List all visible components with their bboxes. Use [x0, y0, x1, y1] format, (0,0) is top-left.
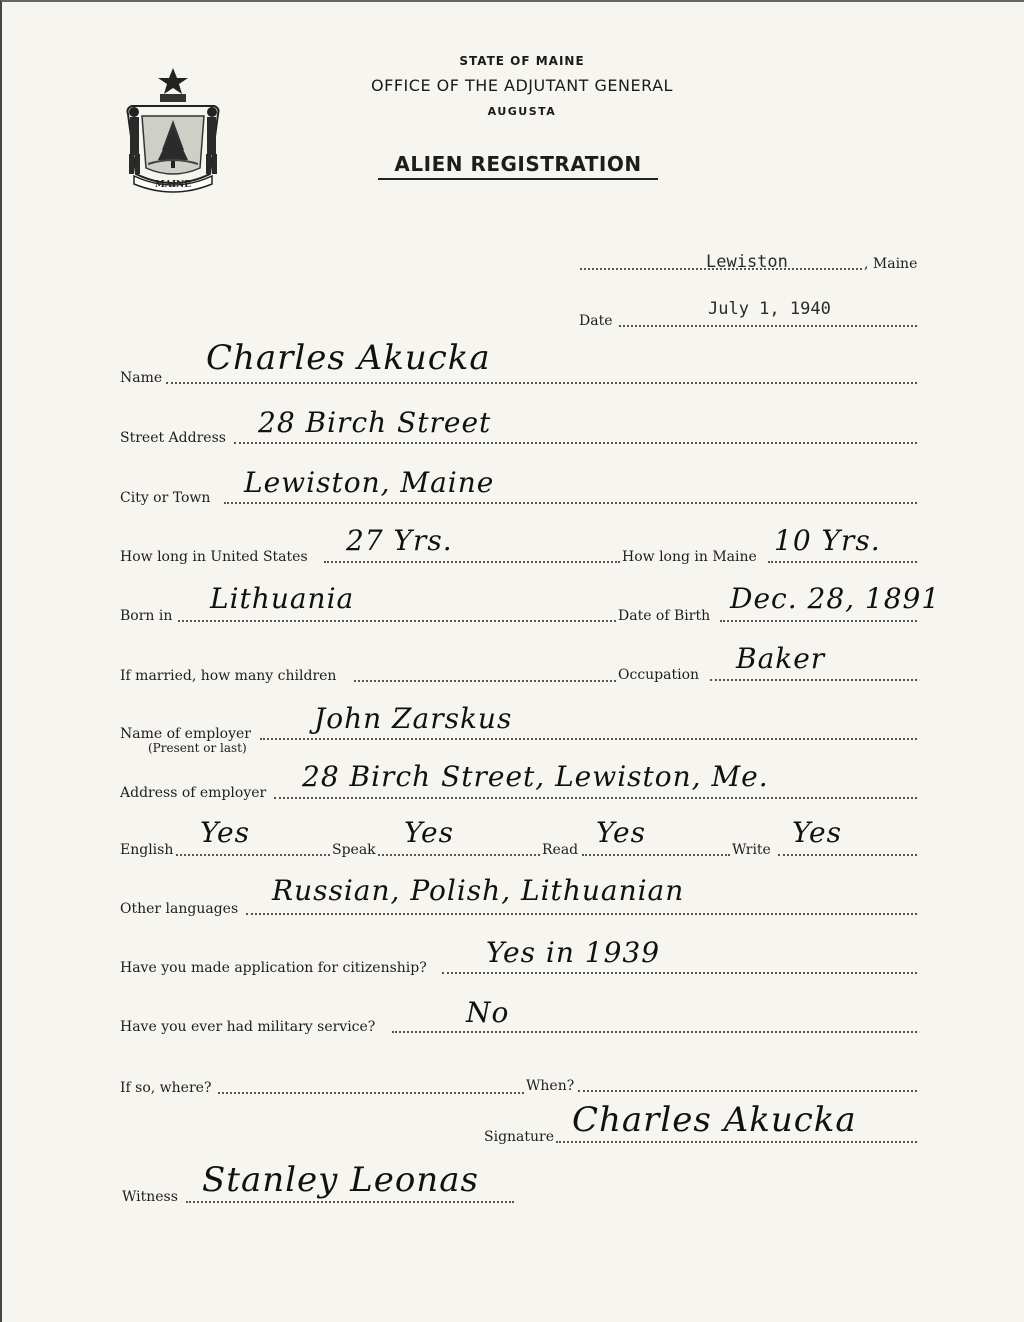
citizenship-value: Yes in 1939 [486, 936, 661, 969]
other-languages-label: Other languages [120, 901, 239, 917]
employer-value: John Zarskus [314, 702, 513, 735]
born-in-value: Lithuania [210, 582, 355, 615]
city-label: City or Town [120, 490, 211, 506]
date-label: Date [579, 313, 613, 329]
signature-value: Charles Akucka [572, 1100, 857, 1140]
read-line [582, 854, 730, 856]
date-of-birth-line [720, 620, 917, 622]
employer-sublabel: (Present or last) [148, 741, 247, 755]
witness-label: Witness [122, 1189, 178, 1205]
read-label: Read [542, 842, 579, 858]
header-office: OFFICE OF THE ADJUTANT GENERAL [371, 76, 673, 95]
name-value: Charles Akucka [206, 338, 491, 378]
witness-value: Stanley Leonas [202, 1160, 479, 1200]
street-label: Street Address [120, 430, 226, 446]
how-long-us-line [324, 561, 620, 563]
when-line [578, 1090, 917, 1092]
when-label: When? [526, 1078, 575, 1094]
seal-banner-text: MAINE [154, 180, 192, 190]
how-long-us-value: 27 Yrs. [346, 524, 453, 557]
form-title: ALIEN REGISTRATION [378, 152, 658, 180]
city-value: Lewiston, Maine [244, 466, 495, 499]
witness-line [186, 1201, 514, 1203]
married-line [354, 680, 616, 682]
street-line [234, 442, 917, 444]
signature-line [556, 1141, 917, 1143]
header-city: AUGUSTA [487, 105, 557, 118]
read-value: Yes [596, 816, 646, 849]
write-value: Yes [792, 816, 842, 849]
town-value: Lewiston [706, 252, 788, 272]
employer-line [260, 738, 917, 740]
street-value: 28 Birch Street [258, 406, 492, 439]
occupation-label: Occupation [618, 667, 700, 683]
employer-address-label: Address of employer [120, 785, 267, 801]
occupation-line [710, 679, 917, 681]
date-value: July 1, 1940 [708, 299, 831, 319]
citizenship-line [442, 972, 917, 974]
speak-label: Speak [332, 842, 376, 858]
signature-label: Signature [484, 1129, 555, 1145]
how-long-maine-line [768, 561, 917, 563]
other-languages-line [246, 913, 917, 915]
date-of-birth-label: Date of Birth [618, 608, 711, 624]
speak-value: Yes [404, 816, 454, 849]
where-line [218, 1092, 524, 1094]
english-line [176, 854, 330, 856]
state-seal-icon [120, 64, 226, 196]
speak-line [378, 854, 540, 856]
english-value: Yes [200, 816, 250, 849]
occupation-value: Baker [736, 642, 826, 675]
where-label: If so, where? [120, 1080, 212, 1096]
write-line [778, 854, 917, 856]
military-value: No [466, 996, 510, 1029]
citizenship-label: Have you made application for citizenship? [120, 960, 427, 976]
name-line [166, 382, 917, 384]
born-in-line [178, 620, 616, 622]
write-label: Write [732, 842, 771, 858]
employer-address-value: 28 Birch Street, Lewiston, Me. [302, 760, 769, 793]
english-label: English [120, 842, 174, 858]
military-label: Have you ever had military service? [120, 1019, 376, 1035]
employer-label: Name of employer [120, 726, 251, 742]
other-languages-value: Russian, Polish, Lithuanian [272, 874, 685, 907]
military-line [392, 1031, 917, 1033]
how-long-maine-label: How long in Maine [622, 549, 757, 565]
married-label: If married, how many children [120, 668, 337, 684]
header-state: STATE OF MAINE [459, 54, 585, 68]
city-line [224, 502, 917, 504]
how-long-us-label: How long in United States [120, 549, 308, 565]
date-of-birth-value: Dec. 28, 1891 [730, 582, 941, 615]
maine-label: , Maine [864, 256, 918, 272]
date-line [619, 325, 917, 327]
how-long-maine-value: 10 Yrs. [774, 524, 881, 557]
born-in-label: Born in [120, 608, 173, 624]
employer-address-line [274, 797, 917, 799]
name-label: Name [120, 370, 163, 386]
